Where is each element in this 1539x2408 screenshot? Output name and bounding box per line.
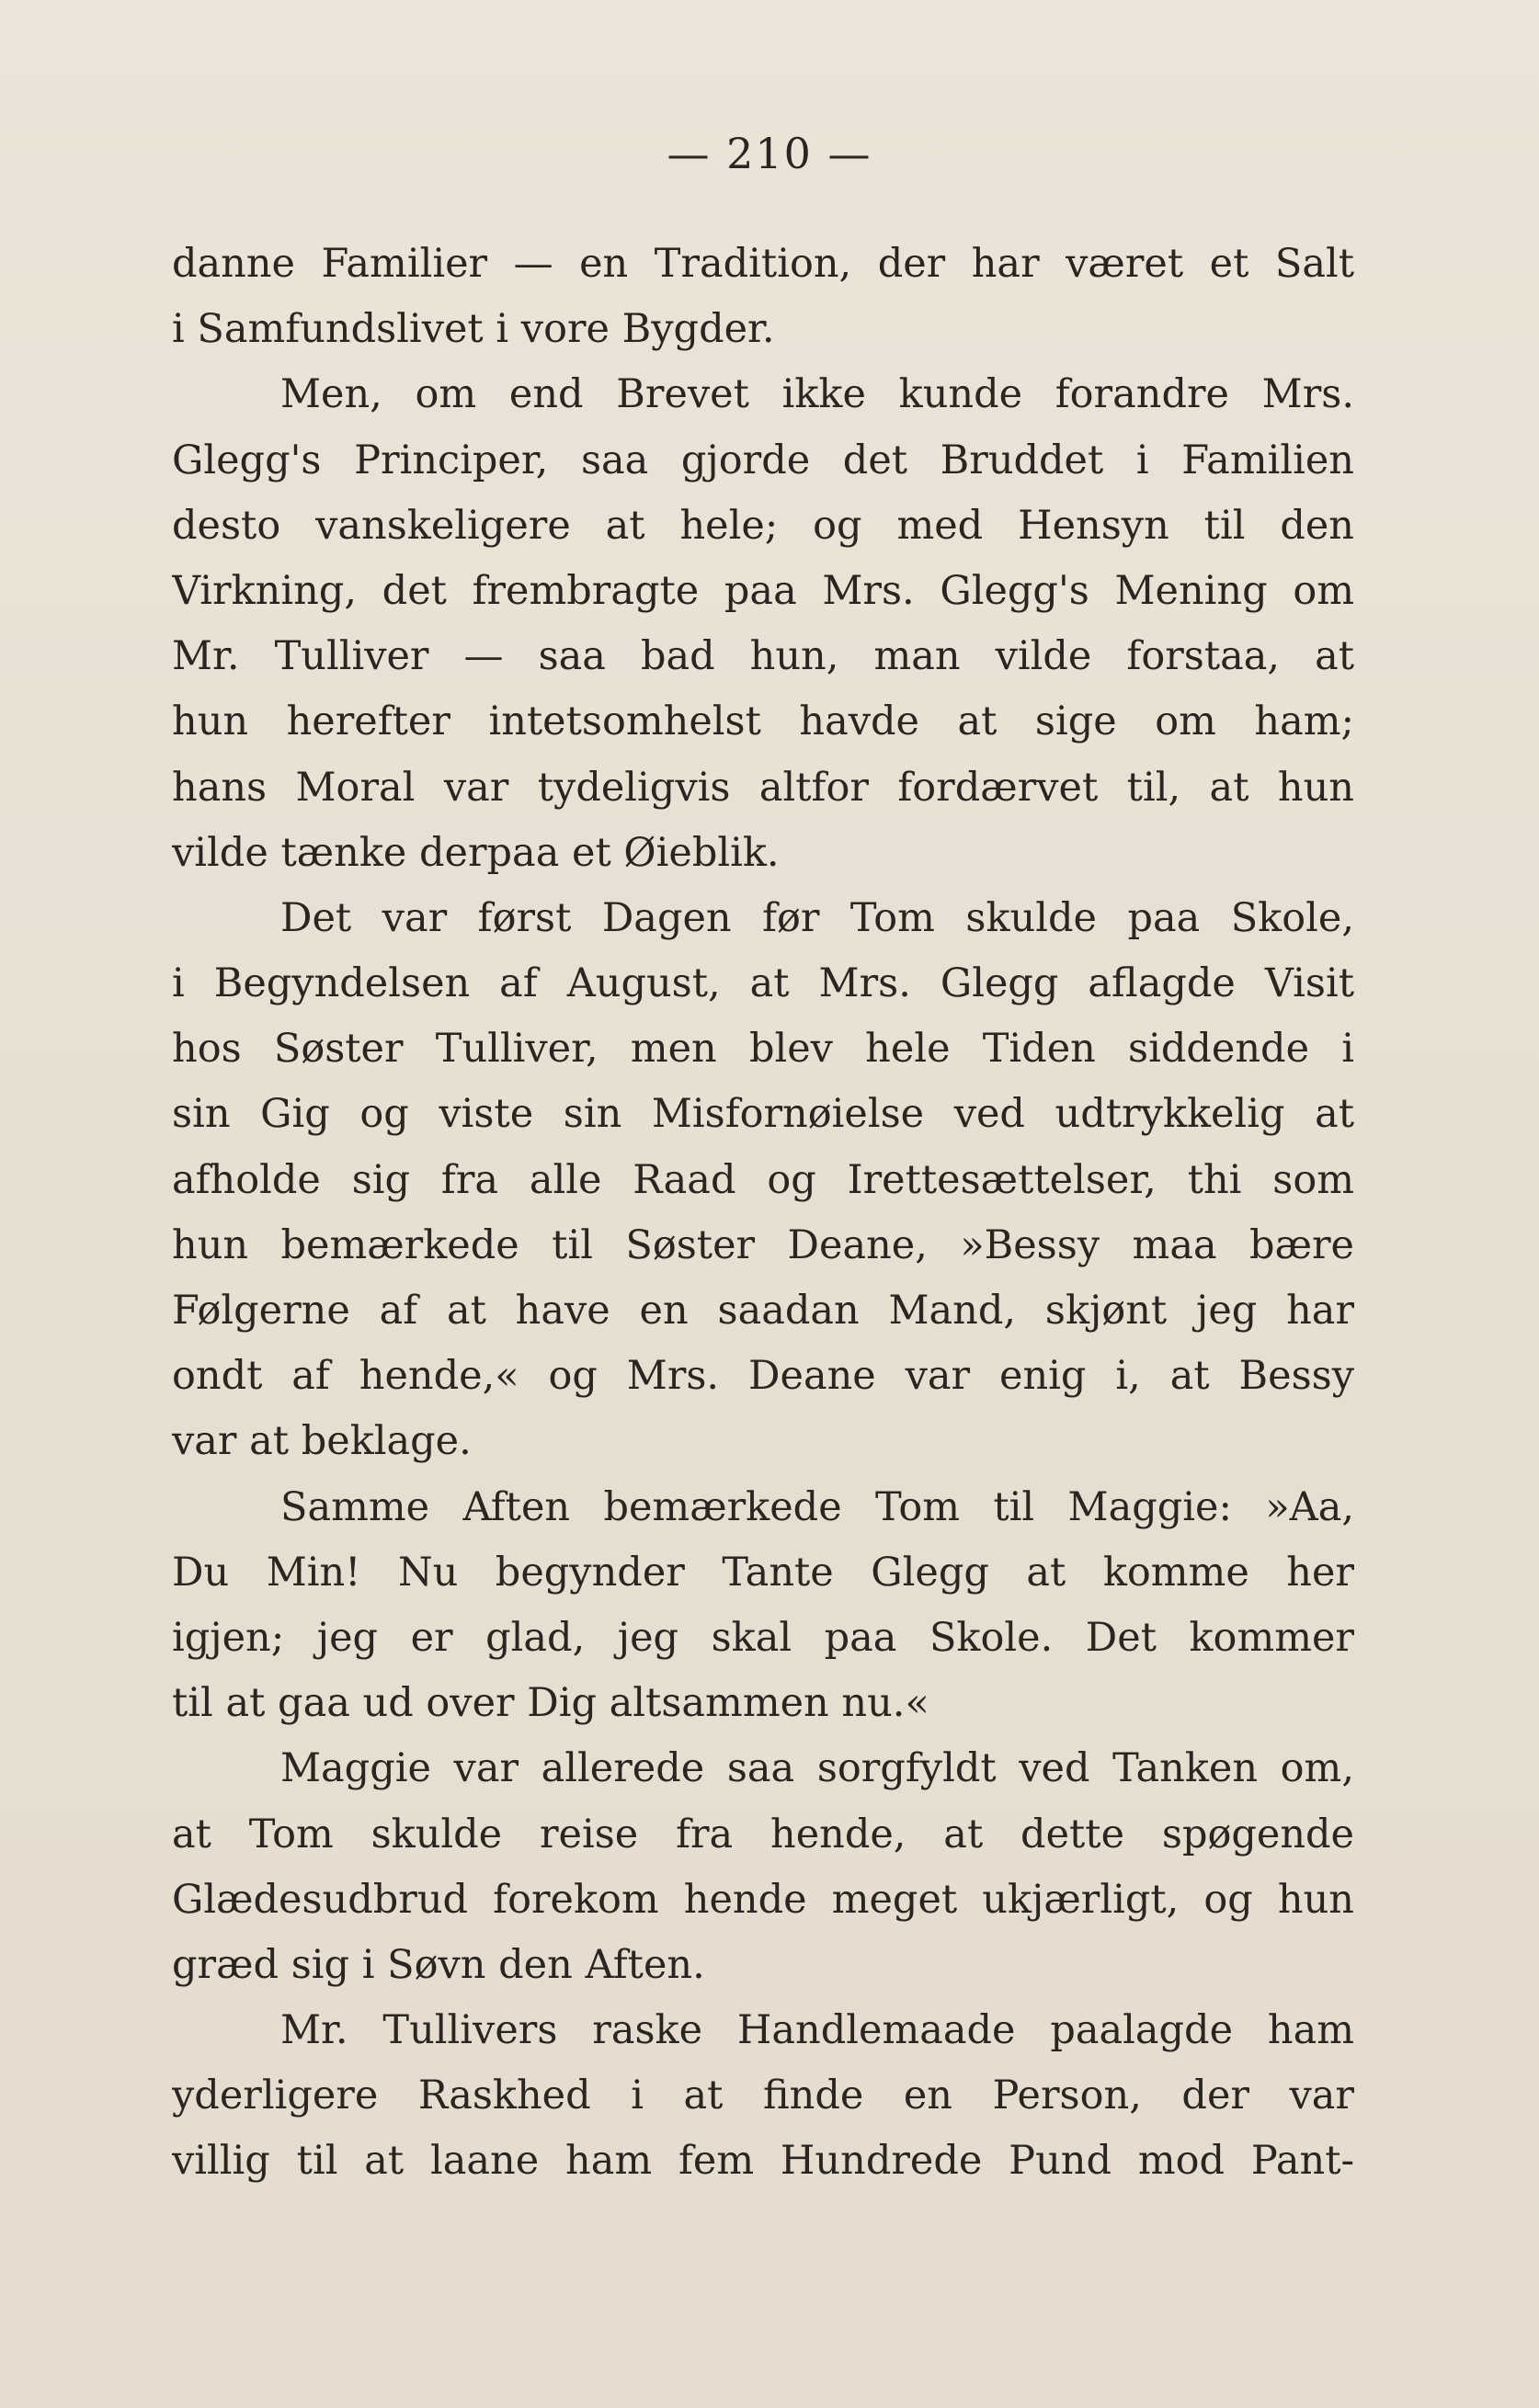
- text-line: afholde sig fra alle Raad og Irettesættelser, thi som: [172, 1156, 1354, 1203]
- text-line: Du Min! Nu begynder Tante Glegg at komme her: [172, 1549, 1354, 1596]
- text-line: yderligere Raskhed i at finde en Person, der var: [172, 2073, 1354, 2119]
- text-line: at Tom skulde reise fra hende, at dette spøgende: [172, 1811, 1354, 1857]
- text-line: Maggie var allerede saa sorgfyldt ved Tanken om,: [280, 1745, 1354, 1792]
- text-line: desto vanskeligere at hele; og med Hensyn til den: [172, 502, 1354, 549]
- text-line: var at beklage.: [172, 1418, 472, 1465]
- text-line: i Begyndelsen af August, at Mrs. Glegg aflagde Visit: [172, 960, 1354, 1007]
- text-line: i Samfundslivet i vore Bygder.: [172, 306, 775, 353]
- text-line: hans Moral var tydeligvis altfor fordærvet til, at hun: [172, 764, 1354, 811]
- text-line: hun bemærkede til Søster Deane, »Bessy maa bære: [172, 1221, 1354, 1268]
- text-line: igjen; jeg er glad, jeg skal paa Skole. Det kommer: [172, 1614, 1354, 1661]
- text-line: Samme Aften bemærkede Tom til Maggie: »Aa,: [280, 1483, 1354, 1530]
- text-line: vilde tænke derpaa et Øieblik.: [172, 829, 780, 876]
- text-line: hos Søster Tulliver, men blev hele Tiden siddende i: [172, 1026, 1354, 1073]
- text-line: Glegg's Principer, saa gjorde det Bruddet i Familien: [172, 437, 1354, 483]
- text-line: Glædesudbrud forekom hende meget ukjærligt, og hun: [172, 1876, 1354, 1923]
- text-line: Virkning, det frembragte paa Mrs. Glegg's Mening om: [172, 567, 1354, 614]
- text-line: villig til at laane ham fem Hundrede Pund mod Pant-: [172, 2138, 1354, 2185]
- text-line: til at gaa ud over Dig altsammen nu.«: [172, 1680, 929, 1727]
- text-line: Følgerne af at have en saadan Mand, skjønt jeg har: [172, 1288, 1354, 1334]
- page-number: — 210 —: [667, 129, 872, 178]
- text-line: hun herefter intetsomhelst havde at sige om ham;: [172, 699, 1354, 745]
- text-line: danne Familier — en Tradition, der har været et Salt: [172, 241, 1354, 287]
- body-text: [172, 232, 1354, 2195]
- text-line: græd sig i Søvn den Aften.: [172, 1941, 705, 1988]
- text-line: Mr. Tulliver — saa bad hun, man vilde forstaa, at: [172, 633, 1354, 680]
- text-line: ondt af hende,« og Mrs. Deane var enig i, at Bessy: [172, 1353, 1354, 1400]
- text-line: Men, om end Brevet ikke kunde forandre Mrs.: [280, 371, 1354, 418]
- text-line: Det var først Dagen før Tom skulde paa Skole,: [280, 894, 1354, 941]
- text-line: sin Gig og viste sin Misfornøielse ved udtrykkelig at: [172, 1091, 1354, 1138]
- text-line: Mr. Tullivers raske Handlemaade paalagde ham: [280, 2007, 1354, 2054]
